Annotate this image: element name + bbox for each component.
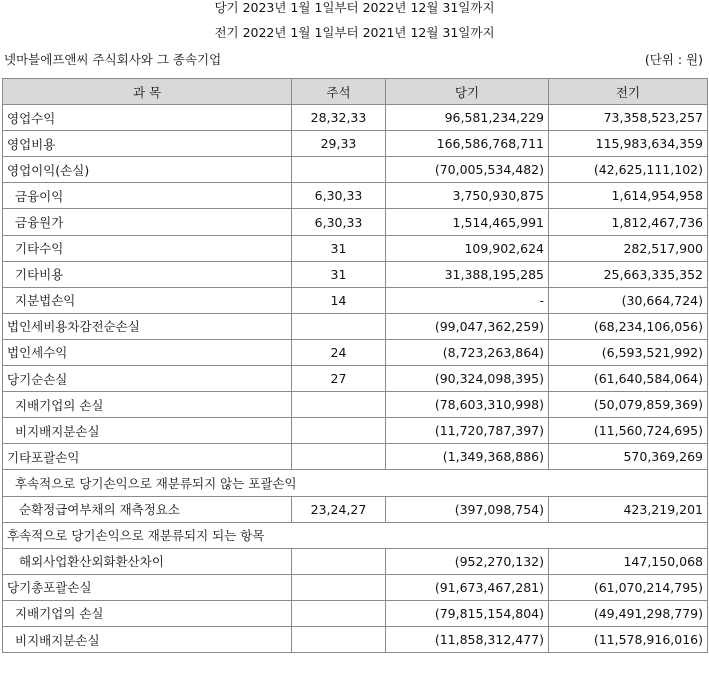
note-cell	[292, 444, 386, 470]
column-header-prior: 전기	[549, 79, 708, 105]
account-label: 비지배지분손실	[3, 626, 292, 652]
prior-amount: (49,491,298,779)	[549, 600, 708, 626]
table-row	[3, 522, 708, 548]
column-header-note: 주석	[292, 79, 386, 105]
note-cell: 27	[292, 366, 386, 392]
table-row	[3, 339, 708, 365]
prior-amount: 570,369,269	[549, 444, 708, 470]
table-row	[3, 209, 708, 235]
current-amount: 109,902,624	[386, 235, 549, 261]
prior-amount: 73,358,523,257	[549, 105, 708, 131]
note-cell: 28,32,33	[292, 105, 386, 131]
table-body	[3, 105, 708, 653]
note-cell: 6,30,33	[292, 209, 386, 235]
prior-amount: (30,664,724)	[549, 287, 708, 313]
account-label: 순확정급여부채의 재측정요소	[3, 496, 292, 522]
account-label: 금융원가	[3, 209, 292, 235]
prior-amount: (42,625,111,102)	[549, 157, 708, 183]
prior-amount: (11,560,724,695)	[549, 418, 708, 444]
table-row	[3, 366, 708, 392]
account-label: 영업수익	[3, 105, 292, 131]
current-amount: 31,388,195,285	[386, 261, 549, 287]
account-label: 기타수익	[3, 235, 292, 261]
table-row	[3, 235, 708, 261]
table-row	[3, 626, 708, 652]
note-cell	[292, 157, 386, 183]
note-cell	[292, 574, 386, 600]
note-cell: 31	[292, 235, 386, 261]
current-amount: (8,723,263,864)	[386, 339, 549, 365]
note-cell	[292, 548, 386, 574]
account-label: 영업이익(손실)	[3, 157, 292, 183]
account-label: 당기순손실	[3, 366, 292, 392]
prior-amount: (11,578,916,016)	[549, 626, 708, 652]
note-cell: 29,33	[292, 131, 386, 157]
account-label: 해외사업환산외화환산차이	[3, 548, 292, 574]
table-row	[3, 287, 708, 313]
table-row	[3, 105, 708, 131]
table-row	[3, 496, 708, 522]
prior-amount: 1,812,467,736	[549, 209, 708, 235]
current-amount: 3,750,930,875	[386, 183, 549, 209]
current-amount: (11,720,787,397)	[386, 418, 549, 444]
note-cell: 6,30,33	[292, 183, 386, 209]
section-label: 후속적으로 당기손익으로 재분류되지 않는 포괄손익	[3, 470, 708, 496]
column-header-account: 과 목	[3, 79, 292, 105]
prior-amount: (61,070,214,795)	[549, 574, 708, 600]
note-cell	[292, 626, 386, 652]
table-row	[3, 600, 708, 626]
account-label: 당기총포괄손실	[3, 574, 292, 600]
account-label: 지배기업의 손실	[3, 600, 292, 626]
table-row	[3, 418, 708, 444]
table-row	[3, 470, 708, 496]
note-cell	[292, 600, 386, 626]
prior-amount: 25,663,335,352	[549, 261, 708, 287]
prior-amount: 423,219,201	[549, 496, 708, 522]
current-amount: (70,005,534,482)	[386, 157, 549, 183]
current-amount: (99,047,362,259)	[386, 313, 549, 339]
table-row	[3, 261, 708, 287]
current-amount: 96,581,234,229	[386, 105, 549, 131]
account-label: 기타포괄손익	[3, 444, 292, 470]
note-cell: 14	[292, 287, 386, 313]
current-amount: 166,586,768,711	[386, 131, 549, 157]
table-row	[3, 313, 708, 339]
table-row	[3, 392, 708, 418]
column-header-current: 당기	[386, 79, 549, 105]
prior-amount: 282,517,900	[549, 235, 708, 261]
current-amount: (397,098,754)	[386, 496, 549, 522]
table-row	[3, 444, 708, 470]
prior-amount: (50,079,859,369)	[549, 392, 708, 418]
current-period-text: 당기 2023년 1월 1일부터 2022년 12월 31일까지	[214, 0, 495, 15]
account-label: 금융이익	[3, 183, 292, 209]
account-label: 비지배지분손실	[3, 418, 292, 444]
prior-period-text: 전기 2022년 1월 1일부터 2021년 12월 31일까지	[214, 25, 495, 40]
prior-amount: (68,234,106,056)	[549, 313, 708, 339]
note-cell	[292, 313, 386, 339]
current-amount: (78,603,310,998)	[386, 392, 549, 418]
prior-amount: 147,150,068	[549, 548, 708, 574]
table-row	[3, 574, 708, 600]
current-amount: 1,514,465,991	[386, 209, 549, 235]
current-amount: -	[386, 287, 549, 313]
account-label: 영업비용	[3, 131, 292, 157]
current-amount: (90,324,098,395)	[386, 366, 549, 392]
note-cell	[292, 392, 386, 418]
prior-amount: 115,983,634,359	[549, 131, 708, 157]
account-label: 법인세비용차감전순손실	[3, 313, 292, 339]
account-label: 지분법손익	[3, 287, 292, 313]
note-cell: 31	[292, 261, 386, 287]
note-cell	[292, 418, 386, 444]
account-label: 기타비용	[3, 261, 292, 287]
current-amount: (11,858,312,477)	[386, 626, 549, 652]
note-cell: 24	[292, 339, 386, 365]
section-label: 후속적으로 당기손익으로 재분류되지 되는 항목	[3, 522, 708, 548]
unit-label: (단위 : 원)	[644, 52, 703, 67]
company-name: 넷마블에프앤씨 주식회사와 그 종속기업	[4, 52, 222, 67]
table-header-row	[3, 79, 708, 105]
current-amount: (79,815,154,804)	[386, 600, 549, 626]
prior-amount: (6,593,521,992)	[549, 339, 708, 365]
table-row	[3, 157, 708, 183]
prior-amount: (61,640,584,064)	[549, 366, 708, 392]
note-cell: 23,24,27	[292, 496, 386, 522]
prior-amount: 1,614,954,958	[549, 183, 708, 209]
account-label: 지배기업의 손실	[3, 392, 292, 418]
table-row	[3, 131, 708, 157]
current-amount: (952,270,132)	[386, 548, 549, 574]
income-statement-table	[2, 78, 708, 653]
account-label: 법인세수익	[3, 339, 292, 365]
table-row	[3, 183, 708, 209]
table-row	[3, 548, 708, 574]
current-amount: (91,673,467,281)	[386, 574, 549, 600]
current-amount: (1,349,368,886)	[386, 444, 549, 470]
